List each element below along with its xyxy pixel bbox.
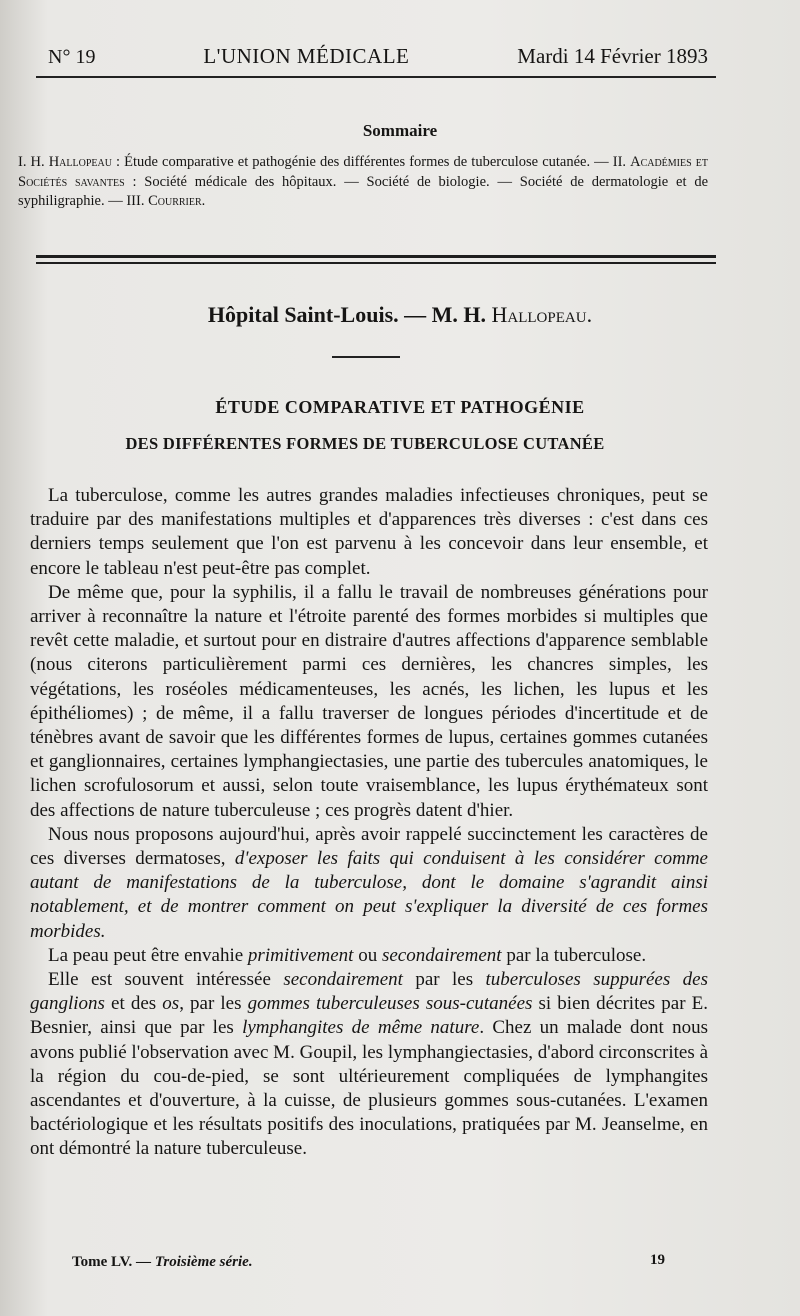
hospital-name: Hôpital Saint-Louis. — M. H. [207,302,487,327]
p3-text: Nous nous proposons aujourd'hui, après avoir rappelé succinctement les caractères de ces diverses dermatoses, [30,823,708,870]
issue-number: N° 19 [48,46,96,68]
p5-text-c: et des [104,993,163,1015]
p4-emphasis-2: secondairement [381,944,502,966]
p5-text-e: si bien décrites par E. Besnier, ainsi que par les [30,993,708,1039]
footer-series: Troisième série. [154,1254,253,1270]
article-body [30,484,708,1162]
footer-page-number: 19 [650,1252,665,1268]
p5-emphasis-1: secondairement [283,969,403,991]
sommaire-heading: Sommaire [362,121,438,140]
section-rule-top [36,255,716,258]
hospital-heading [0,302,800,328]
p5-text-d: , par les [179,993,248,1015]
page-header [48,44,708,69]
p5-emphasis-4: gommes tuberculeuses sous-cutanées [247,993,533,1015]
sommaire-part2-text: : Société médicale des hôpitaux. — Société de biologie. — Société de dermatologie et de syphiligraphie. — III. [18,173,708,209]
sommaire-part1-text: : Étude comparative et pathogénie des différentes formes de tuberculose cutanée. — II. [111,154,631,170]
article-title-line1: ÉTUDE COMPARATIVE ET PATHOGÉNIE [215,397,585,417]
p5-text-b: par les [402,969,486,991]
section-rule-bottom [36,262,716,264]
paragraph-1: La tuberculose, comme les autres grandes maladies infectieuses chroniques, peut se traduire par des manifestations multiples et d'apparences très diverses : c'est dans ces derniers temps seulement que l'on est parvenu à les concevoir dans leur ensemble, et encore le tableau n'est peut-être pas complet. [30,485,708,579]
sommaire-part3-end: . [201,193,206,209]
p5-text-a: Elle est souvent intéressée [48,969,284,991]
p4-text-c: par la tuberculose. [501,944,647,966]
p3-emphasis: d'exposer les faits qui conduisent à les considérer comme autant de manifestations de la tuberculose, dont le domaine s'agrandit ainsi notablement, et de montrer comment on peut s'expliquer la diversité de ces formes morbides. [30,848,708,942]
sommaire-text [18,153,708,212]
p5-emphasis-5: lymphangites de même nature [242,1017,480,1039]
journal-title: L'UNION MÉDICALE [203,44,410,68]
paragraph-4 [30,944,708,968]
article-author: Hallopeau. [491,302,593,327]
header-rule [36,76,716,78]
footer-volume [72,1254,253,1271]
sommaire-part3-head: Courrier [148,193,202,209]
p5-emphasis-2: tuberculoses suppurées des ganglions [30,969,708,1015]
title-divider [332,356,400,358]
p4-text-a: La peau peut être envahie [48,944,248,966]
paragraph-2: De même que, pour la syphilis, il a fallu le travail de nombreuses générations pour arriver à reconnaître la nature et l'étroite parenté des formes morbides si multiples que revêt cette maladie, et surtout pour en distraire d'autres affections d'apparence semblable (nous citerons particulièrement parmi ces dernières, les chancres simples, les végétations, les roséoles médicamenteuses, les acnés, les lichen, les lupus et les épithéliomes) ; de même, il a fallu traverser de longues périodes d'incertitude et de ténèbres avant de savoir que les différentes formes de lupus, certaines gommes cutanées et ganglionnaires, certaines lymphangiectasies, une partie des tubercules anatomiques, le lichen scrofulosorum et aussi, selon toute vraisemblance, les lupus érythémateux sont des affections de nature tuberculeuse ; ces progrès datent d'hier. [30,581,708,821]
article-title-line2: DES DIFFÉRENTES FORMES DE TUBERCULOSE CUTANÉE [125,434,605,453]
paragraph-3 [30,823,708,944]
paragraph-5 [30,968,708,1162]
sommaire-part2-head: Académies et Sociétés savantes [18,154,708,190]
p4-emphasis-1: primitivement [247,944,354,966]
sommaire-author: Hallopeau [48,154,112,170]
p5-text-f: . Chez un malade dont nous avons publié l'observation avec M. Goupil, les lymphangiectasies, d'abord circonscrites à la région du cou-de-pied, se sont ultérieurement compliquées de lymphangites ascendantes et d'ouverture, à la cuisse, de plusieurs gommes sous-cutanées. L'examen bactériologique et les résultats positifs des inoculations, pratiquées par M. Jeanselme, en ont démontré la nature tuberculeuse. [30,1017,708,1160]
sommaire-part1-num: I. H. [18,154,45,170]
issue-date: Mardi 14 Février 1893 [517,44,708,68]
footer-tome-label: Tome LV. — [72,1254,155,1270]
p4-text-b: ou [353,944,382,966]
p5-emphasis-3: os [162,993,180,1015]
